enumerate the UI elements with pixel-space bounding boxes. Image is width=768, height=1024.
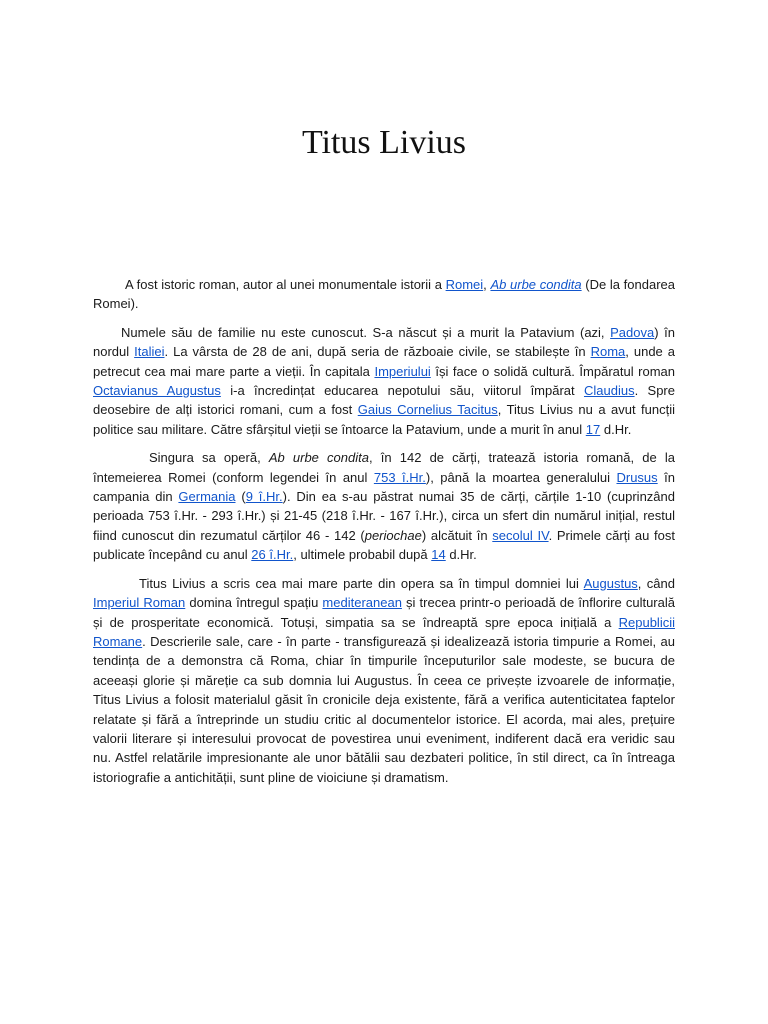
text-run: , Titus Livius nu a avut funcții politice sau militare. Către sfârșitul vieții se întoarce la Patavium, unde a murit în anul [93, 402, 675, 437]
link-26-bc[interactable]: 26 î.Hr. [251, 547, 294, 563]
text-run: , în 142 de cărți, tratează istoria romană, de la întemeierea Romei (conform legendei în anul [93, 450, 675, 485]
text-run: ). Din ea s-au păstrat numai 35 de cărți, cărțile 1-10 (cuprinzând perioada 753 î.Hr. - 293 î.Hr.) și 21-45 (218 î.Hr. - 167 î.Hr.), circa un sfert din numărul inițial, restul fiind cunoscut din rezumatul cărților 46 - 142 ( [93, 489, 675, 543]
text-run: . Descrierile sale, care - în parte - transfigurează și idealizează istoria timpurie a Romei, au tendința de a demonstra că Roma, chiar în timpurile începuturilor sale modeste, se bucura de aceeași glorie și măreție ca sub domnia lui Augustus. În ceea ce privește izvoarele de informație, Titus Livius a folosit materialul găsit în cronicile deja existente, fără a verifica autenticitatea faptelor relatate și fără a întreprinde un studiu critic al documentelor istorice. El acorda, mai ales, prețuire valorii literare și interesului provocat de povestirea unui eveniment, indiferent dacă era veridic sau nu. Astfel relatările impresionante ale unor bătălii sau dezbateri politice, în stil direct, ca în întreaga istoriografie a antichității, sunt pline de vioiciune și dramatism. [93, 633, 675, 785]
link-year-14[interactable]: 14 [431, 547, 446, 563]
link-gaius-cornelius-tacitus[interactable]: Gaius Cornelius Tacitus [357, 402, 498, 418]
text-run: ( [235, 489, 246, 505]
link-roma[interactable]: Roma [590, 344, 626, 360]
text-run: și trecea printr-o perioadă de înflorire culturală și de prosperitate economică. Totuși, simpatia sa se îndreaptă spre epoca inițială a [93, 595, 675, 630]
text-run: i-a încredințat educarea nepotului său, viitorul împărat [220, 383, 584, 399]
text-run: Singura sa operă, [149, 450, 269, 466]
text-run: , unde a petrecut cea mai mare parte a vieții. În capitala [93, 344, 676, 379]
link-secolul-iv[interactable]: secolul IV [492, 527, 549, 543]
text-run: d.Hr. [600, 421, 632, 437]
link-imperiului[interactable]: Imperiului [374, 363, 431, 379]
link-octavianus-augustus[interactable]: Octavianus Augustus [93, 383, 221, 399]
text-run: , ultimele probabil după [293, 547, 432, 563]
paragraph-intro [93, 275, 675, 314]
link-republicii-romane[interactable]: Republicii Romane [93, 614, 675, 649]
link-imperiul-roman[interactable]: Imperiul Roman [93, 595, 186, 611]
link-augustus[interactable]: Augustus [583, 575, 638, 591]
link-drusus[interactable]: Drusus [616, 469, 658, 485]
paragraph-legacy [93, 574, 675, 787]
text-run: ) alcătuit în [421, 527, 493, 543]
link-9-bc[interactable]: 9 î.Hr. [245, 489, 283, 505]
text-run: , [483, 277, 491, 292]
link-germania[interactable]: Germania [178, 489, 236, 505]
link-italiei[interactable]: Italiei [134, 344, 165, 360]
link-mediteranean[interactable]: mediteranean [322, 595, 402, 611]
link-year-17[interactable]: 17 [585, 421, 601, 437]
text-run: (De la fondarea Romei). [93, 277, 675, 312]
text-run: . Spre deosebire de alți istorici romani, cum a fost [93, 383, 675, 418]
link-ab-urbe-condita[interactable] [490, 277, 581, 292]
text-run: . La vârsta de 28 de ani, după seria de războaie civile, se stabilește în [164, 344, 591, 360]
link-ab-urbe-condita-text: Ab urbe condita [490, 277, 582, 292]
link-claudius[interactable]: Claudius [583, 383, 635, 399]
page-title: Titus Livius [301, 124, 467, 161]
work-title-italic: Ab urbe condita [268, 450, 369, 466]
document-body [93, 275, 675, 796]
text-run: își face o solidă cultură. Împăratul roman [430, 363, 675, 379]
text-run: , când [637, 575, 675, 591]
link-padova[interactable]: Padova [610, 324, 655, 340]
text-run: ) în nordul [93, 324, 675, 360]
text-run: domina întregul spațiu [185, 595, 323, 611]
link-753-bc[interactable]: 753 î.Hr. [373, 469, 426, 485]
text-run: d.Hr. [445, 547, 477, 563]
periochae-italic: periochae [364, 527, 422, 543]
paragraph-biography [93, 323, 675, 439]
text-run: Titus Livius a scris cea mai mare parte din opera sa în timpul domniei lui [139, 575, 584, 591]
text-run: . Primele cărți au fost publicate începând cu anul [93, 527, 676, 563]
paragraph-work [93, 448, 675, 564]
text-run: ), până la moartea generalului [425, 469, 617, 485]
text-run: în campania din [93, 469, 675, 505]
text-run: A fost istoric roman, autor al unei monumentale istorii a [125, 277, 446, 292]
text-run: Numele său de familie nu este cunoscut. S-a născut și a murit la Patavium (azi, [121, 324, 611, 340]
link-romei[interactable]: Romei [445, 277, 484, 292]
